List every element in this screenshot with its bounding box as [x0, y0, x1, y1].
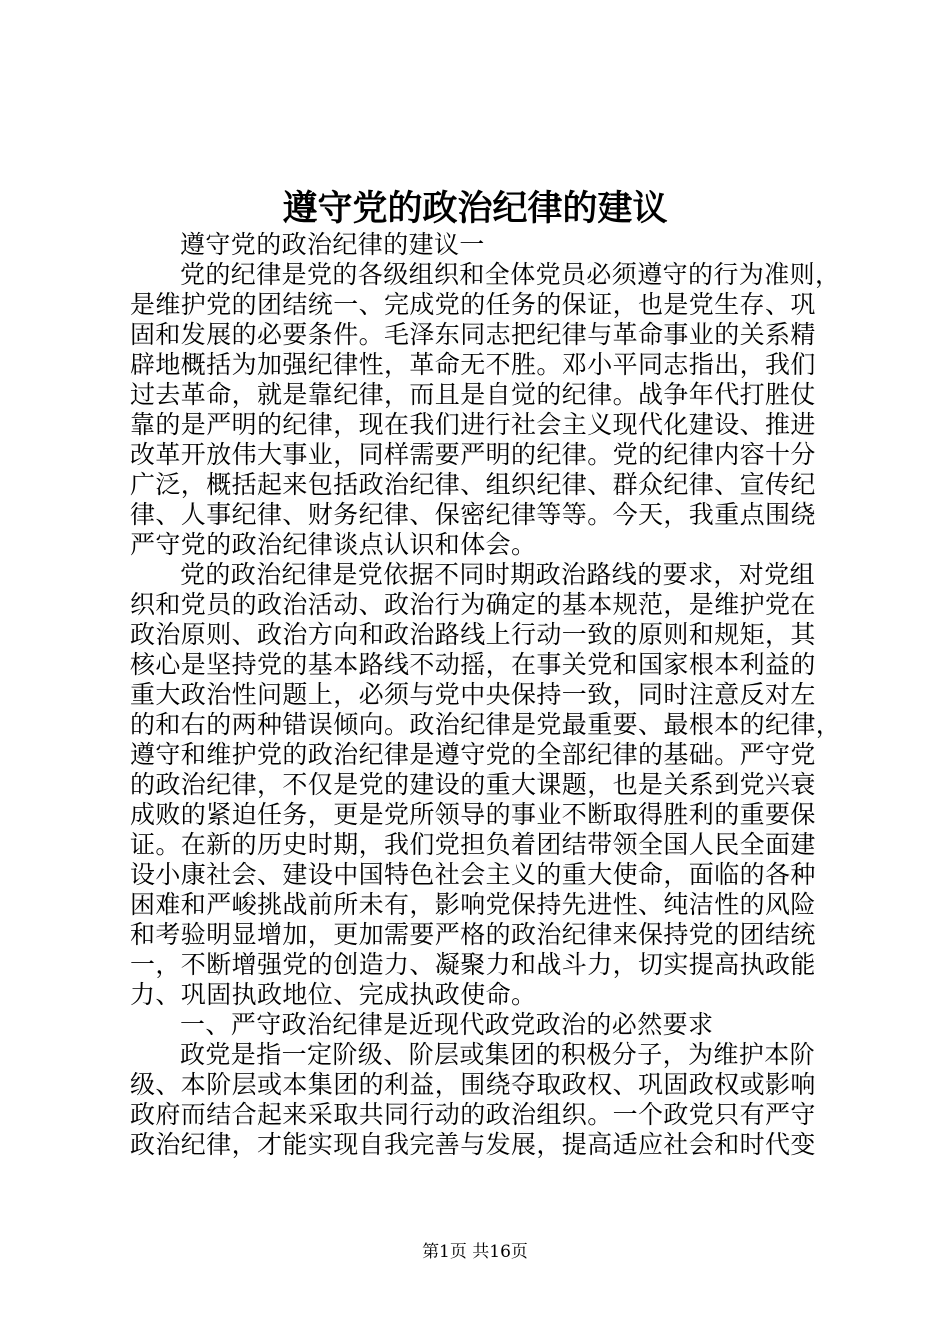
paragraph-line: 织和党员的政治活动、政治行为确定的基本规范，是维护党在 — [130, 590, 816, 619]
paragraph-line: 核心是坚持党的基本路线不动摇，在事关党和国家根本利益的 — [130, 650, 816, 679]
document-title: 遵守党的政治纪律的建议 — [282, 188, 668, 229]
paragraph-line: 遵守和维护党的政治纪律是遵守党的全部纪律的基础。严守党 — [130, 740, 816, 769]
paragraph-line: 和考验明显增加，更加需要严格的政治纪律来保持党的团结统 — [130, 920, 816, 949]
paragraph-line: 的和右的两种错误倾向。政治纪律是党最重要、最根本的纪律， — [130, 710, 842, 739]
paragraph-line: 困难和严峻挑战前所未有，影响党保持先进性、纯洁性的风险 — [130, 890, 816, 919]
paragraph-line: 律、人事纪律、财务纪律、保密纪律等等。今天，我重点围绕 — [130, 500, 816, 529]
paragraph-line: 靠的是严明的纪律，现在我们进行社会主义现代化建设、推进 — [130, 410, 816, 439]
paragraph-line: 固和发展的必要条件。毛泽东同志把纪律与革命事业的关系精 — [130, 320, 816, 349]
paragraph-line: 证。在新的历史时期，我们党担负着团结带领全国人民全面建 — [130, 830, 816, 859]
paragraph-line: 力、巩固执政地位、完成执政使命。 — [130, 980, 537, 1009]
paragraph-line: 重大政治性问题上，必须与党中央保持一致，同时注意反对左 — [130, 680, 816, 709]
paragraph-line: 政党是指一定阶级、阶层或集团的积极分子，为维护本阶 — [180, 1040, 816, 1069]
paragraph-line: 广泛，概括起来包括政治纪律、组织纪律、群众纪律、宣传纪 — [130, 470, 816, 499]
paragraph-line: 党的政治纪律是党依据不同时期政治路线的要求，对党组 — [180, 560, 816, 589]
document-body — [130, 230, 842, 1160]
paragraph-line: 党的纪律是党的各级组织和全体党员必须遵守的行为准则， — [180, 260, 841, 289]
paragraph-line: 改革开放伟大事业，同样需要严明的纪律。党的纪律内容十分 — [130, 440, 816, 469]
paragraph-line: 辟地概括为加强纪律性，革命无不胜。邓小平同志指出，我们 — [130, 350, 816, 379]
paragraph-line: 是维护党的团结统一、完成党的任务的保证，也是党生存、巩 — [130, 290, 816, 319]
paragraph-line: 政治纪律，才能实现自我完善与发展，提高适应社会和时代变 — [130, 1130, 816, 1159]
paragraph-line: 一，不断增强党的创造力、凝聚力和战斗力，切实提高执政能 — [130, 950, 816, 979]
paragraph-line: 过去革命，就是靠纪律，而且是自觉的纪律。战争年代打胜仗 — [130, 380, 816, 409]
paragraph-line: 严守党的政治纪律谈点认识和体会。 — [130, 530, 537, 559]
section-heading: 一、严守政治纪律是近现代政党政治的必然要求 — [180, 1010, 714, 1039]
page-footer: 第1页 共16页 — [422, 1242, 528, 1262]
paragraph-line: 成败的紧迫任务，更是党所领导的事业不断取得胜利的重要保 — [130, 800, 816, 829]
paragraph-line: 设小康社会、建设中国特色社会主义的重大使命，面临的各种 — [130, 860, 816, 889]
paragraph-line: 政府而结合起来采取共同行动的政治组织。一个政党只有严守 — [130, 1100, 816, 1129]
subtitle-line: 遵守党的政治纪律的建议一 — [180, 230, 485, 259]
paragraph-line: 的政治纪律，不仅是党的建设的重大课题，也是关系到党兴衰 — [130, 770, 816, 799]
paragraph-line: 级、本阶层或本集团的利益，围绕夺取政权、巩固政权或影响 — [130, 1070, 816, 1099]
paragraph-line: 政治原则、政治方向和政治路线上行动一致的原则和规矩，其 — [130, 620, 816, 649]
